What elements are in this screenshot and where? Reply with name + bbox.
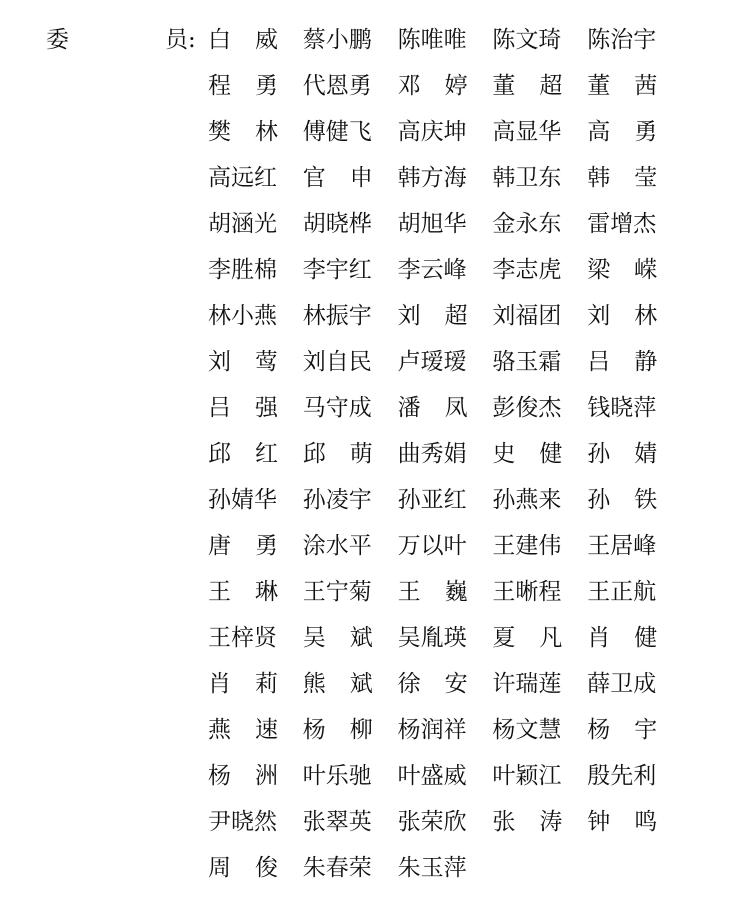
- member-name: 韩方海: [397, 165, 467, 191]
- member-name: 林振宇: [302, 303, 372, 329]
- member-name: 程 勇: [208, 73, 278, 99]
- member-name: 张翠英: [302, 809, 372, 835]
- member-name: 薛卫成: [587, 671, 657, 697]
- member-name: 王 巍: [397, 579, 468, 605]
- member-name: 金永东: [492, 211, 562, 237]
- member-name: 刘福团: [492, 303, 562, 329]
- member-name: 吴 斌: [302, 625, 373, 651]
- member-name: 燕 速: [208, 717, 278, 743]
- member-name: 李宇红: [302, 257, 372, 283]
- member-name: 马守成: [302, 395, 372, 421]
- member-name: 叶乐驰: [302, 763, 372, 789]
- member-name: 刘自民: [302, 349, 372, 375]
- member-name: 吕 强: [208, 395, 278, 421]
- member-name: 刘 林: [587, 303, 658, 329]
- member-name: 殷先利: [587, 763, 657, 789]
- member-name: 叶颖江: [492, 763, 562, 789]
- member-name: 高 勇: [587, 119, 658, 145]
- committee-label-wei: 委: [46, 27, 69, 53]
- member-name: 吕 静: [587, 349, 658, 375]
- member-name: 林小燕: [208, 303, 277, 329]
- member-name: 钟 鸣: [587, 809, 658, 835]
- member-name: 彭俊杰: [492, 395, 562, 421]
- member-name: 代恩勇: [302, 73, 372, 99]
- member-name: 杨润祥: [397, 717, 467, 743]
- member-name: 曲秀娟: [397, 441, 467, 467]
- member-name: 肖 莉: [208, 671, 278, 697]
- member-name: 傅健飞: [302, 119, 372, 145]
- member-name: 吴胤瑛: [397, 625, 467, 651]
- member-name: 白 威: [208, 27, 278, 53]
- member-name: 邓 婷: [397, 73, 468, 99]
- member-name: 王宁菊: [302, 579, 372, 605]
- member-name: 孙 铁: [587, 487, 658, 513]
- member-name: 熊 斌: [302, 671, 373, 697]
- member-name: 杨文慧: [492, 717, 562, 743]
- member-name: 周 俊: [208, 855, 278, 881]
- member-name: 张荣欣: [397, 809, 467, 835]
- member-name: 杨 洲: [208, 763, 278, 789]
- member-name: 杨 柳: [302, 717, 373, 743]
- member-name: 陈唯唯: [397, 27, 467, 53]
- member-name: 官 申: [302, 165, 373, 191]
- member-name: 孙婧华: [208, 487, 277, 513]
- member-name: 李志虎: [492, 257, 562, 283]
- member-name: 胡旭华: [397, 211, 467, 237]
- member-name: 肖 健: [587, 625, 658, 651]
- member-name: 王梓贤: [208, 625, 277, 651]
- member-name: 高显华: [492, 119, 562, 145]
- member-name: 杨 宇: [587, 717, 658, 743]
- member-name: 董 超: [492, 73, 563, 99]
- member-name: 万以叶: [397, 533, 467, 559]
- member-name: 高远红: [208, 165, 277, 191]
- member-name: 陈治宇: [587, 27, 657, 53]
- member-name: 韩 莹: [587, 165, 658, 191]
- member-name: 卢瑷瑷: [397, 349, 467, 375]
- member-name: 孙 婧: [587, 441, 658, 467]
- member-list: [208, 24, 678, 898]
- member-name: 陈文琦: [492, 27, 562, 53]
- member-name: 李胜棉: [208, 257, 277, 283]
- member-name: 蔡小鹏: [302, 27, 372, 53]
- member-name: 李云峰: [397, 257, 467, 283]
- member-name: 梁 嵘: [587, 257, 658, 283]
- member-name: 朱春荣: [302, 855, 372, 881]
- member-name: 潘 凤: [397, 395, 468, 421]
- member-name: 唐 勇: [208, 533, 278, 559]
- member-name: 张 涛: [492, 809, 563, 835]
- member-name: 王居峰: [587, 533, 657, 559]
- member-name: 王正航: [587, 579, 657, 605]
- member-name: 刘 超: [397, 303, 468, 329]
- member-name: 樊 林: [208, 119, 278, 145]
- member-name: 尹晓然: [208, 809, 277, 835]
- member-name: 邱 萌: [302, 441, 373, 467]
- member-name: 徐 安: [397, 671, 468, 697]
- member-name: 王建伟: [492, 533, 562, 559]
- member-name: 董 茜: [587, 73, 658, 99]
- member-name: 许瑞莲: [492, 671, 562, 697]
- member-name: 夏 凡: [492, 625, 563, 651]
- member-name: 胡晓桦: [302, 211, 372, 237]
- committee-label-yuan: 员:: [165, 27, 196, 53]
- member-name: 孙燕来: [492, 487, 562, 513]
- member-name: 涂水平: [302, 533, 372, 559]
- member-name: 胡涵光: [208, 211, 277, 237]
- member-name: 刘 莺: [208, 349, 278, 375]
- member-name: 韩卫东: [492, 165, 562, 191]
- member-name: 高庆坤: [397, 119, 467, 145]
- member-name: 邱 红: [208, 441, 278, 467]
- member-name: 王 琳: [208, 579, 278, 605]
- member-name: 孙亚红: [397, 487, 467, 513]
- member-name: 王晰程: [492, 579, 562, 605]
- member-name: 骆玉霜: [492, 349, 562, 375]
- member-name: 雷增杰: [587, 211, 657, 237]
- member-name: 叶盛威: [397, 763, 467, 789]
- member-name: 史 健: [492, 441, 563, 467]
- member-name: 孙凌宇: [302, 487, 372, 513]
- member-name: 朱玉萍: [397, 855, 467, 881]
- member-name: 钱晓萍: [587, 395, 657, 421]
